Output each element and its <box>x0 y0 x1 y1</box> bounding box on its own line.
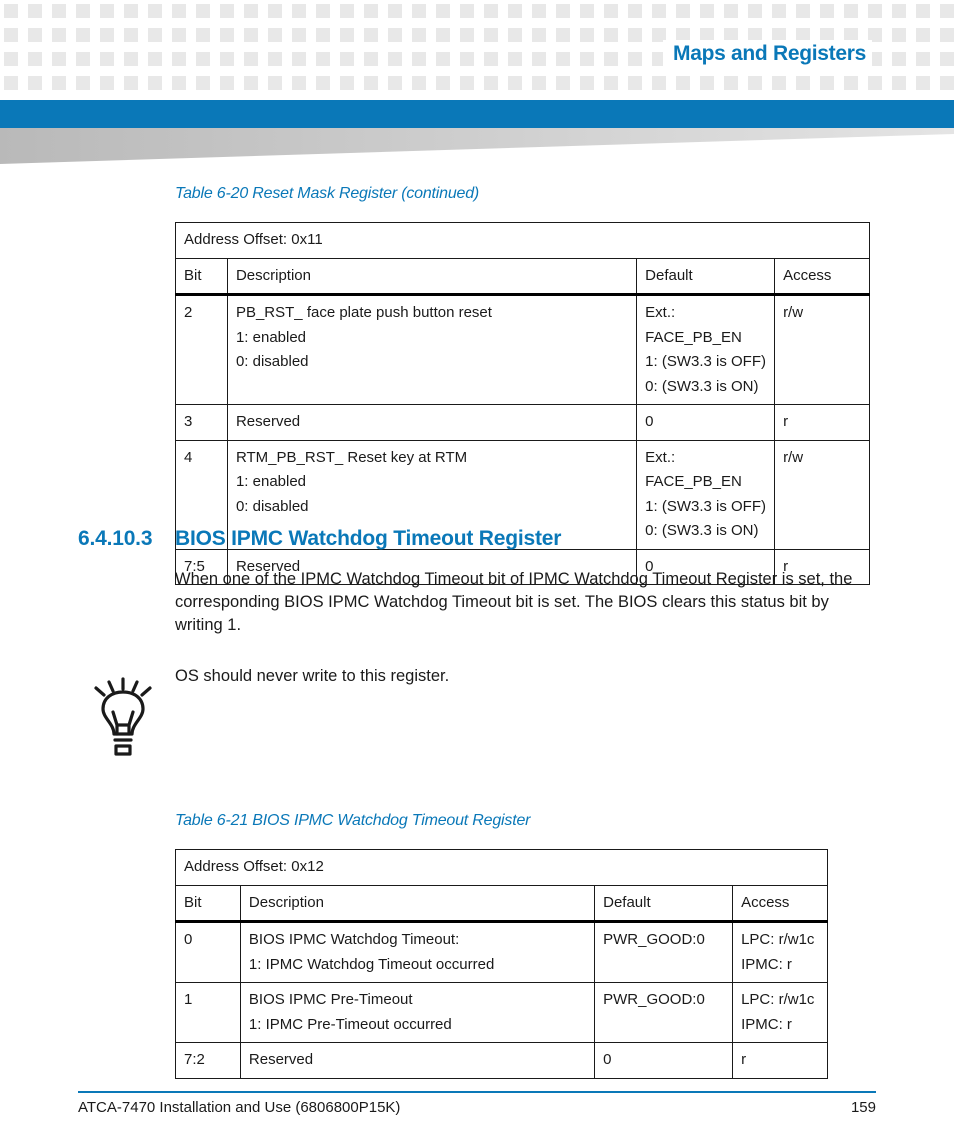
section-title: BIOS IPMC Watchdog Timeout Register <box>175 527 562 550</box>
pattern-square <box>196 4 210 18</box>
pattern-square <box>244 52 258 66</box>
pattern-square <box>436 76 450 90</box>
pattern-square <box>412 4 426 18</box>
pattern-square <box>484 52 498 66</box>
pattern-square <box>532 4 546 18</box>
cell-default <box>637 405 775 441</box>
pattern-square <box>604 52 618 66</box>
cell-line: LPC: r/w1c <box>741 931 815 948</box>
pattern-square <box>124 28 138 42</box>
cell-description <box>240 983 594 1043</box>
pattern-square <box>484 28 498 42</box>
pattern-square <box>388 4 402 18</box>
cell-line: Ext.: FACE_PB_EN <box>645 448 742 490</box>
cell-line: 1: IPMC Pre-Timeout occurred <box>248 1015 452 1033</box>
pattern-square <box>484 76 498 90</box>
table-row <box>176 405 870 441</box>
cell-line: 0 <box>603 1051 612 1068</box>
table2-address: Address Offset: 0x12 <box>176 850 828 886</box>
cell-line: 0 <box>645 557 654 575</box>
pattern-square <box>580 4 594 18</box>
cell-default <box>595 922 733 983</box>
pattern-square <box>148 28 162 42</box>
cell-line: RTM_PB_RST_ Reset key at RTM <box>235 448 468 466</box>
cell-default <box>595 983 733 1043</box>
pattern-square <box>4 52 18 66</box>
pattern-square <box>196 76 210 90</box>
lightbulb-icon <box>92 676 154 758</box>
table1-address: Address Offset: 0x11 <box>176 223 870 259</box>
pattern-square <box>268 52 282 66</box>
pattern-square <box>100 76 114 90</box>
table-row <box>176 1043 828 1079</box>
pattern-square <box>100 28 114 42</box>
cell-bit: 4 <box>176 440 228 549</box>
pattern-square <box>316 28 330 42</box>
pattern-square <box>364 76 378 90</box>
pattern-square <box>556 28 570 42</box>
pattern-square <box>124 4 138 18</box>
pattern-square <box>268 4 282 18</box>
pattern-square <box>628 52 642 66</box>
cell-line: 0: (SW3.3 is ON) <box>645 377 759 395</box>
cell-line: 1: enabled <box>235 328 307 346</box>
pattern-square <box>676 76 690 90</box>
cell-line: PB_RST_ face plate push button reset <box>235 304 492 321</box>
pattern-square <box>292 76 306 90</box>
pattern-square <box>340 4 354 18</box>
pattern-square <box>220 52 234 66</box>
cell-line: Ext.: FACE_PB_EN <box>645 304 742 346</box>
cell-line: 0: disabled <box>235 497 309 515</box>
pattern-square <box>916 4 930 18</box>
pattern-square <box>340 76 354 90</box>
pattern-square <box>700 76 714 90</box>
pattern-square <box>772 4 786 18</box>
pattern-square <box>748 76 762 90</box>
pattern-square <box>844 76 858 90</box>
pattern-square <box>508 28 522 42</box>
pattern-square <box>772 76 786 90</box>
pattern-square <box>436 4 450 18</box>
cell-line: 1: IPMC Watchdog Timeout occurred <box>248 955 495 973</box>
cell-line: IPMC: r <box>741 955 792 973</box>
pattern-square <box>244 4 258 18</box>
pattern-square <box>508 4 522 18</box>
pattern-square <box>124 52 138 66</box>
pattern-square <box>364 4 378 18</box>
col-access: Access <box>775 258 870 295</box>
cell-access <box>775 405 870 441</box>
page-number: 159 <box>850 1099 876 1116</box>
cell-line: 1: (SW3.3 is OFF) <box>645 353 766 370</box>
pattern-square <box>196 28 210 42</box>
pattern-square <box>820 76 834 90</box>
pattern-square <box>196 52 210 66</box>
pattern-square <box>76 76 90 90</box>
pattern-square <box>916 28 930 42</box>
cell-description <box>240 922 594 983</box>
cell-line: BIOS IPMC Watchdog Timeout: <box>248 931 460 948</box>
cell-line: r <box>783 557 789 575</box>
pattern-square <box>76 52 90 66</box>
pattern-square <box>724 4 738 18</box>
pattern-square <box>868 76 882 90</box>
pattern-square <box>4 28 18 42</box>
pattern-square <box>148 4 162 18</box>
pattern-square <box>436 52 450 66</box>
pattern-square <box>460 52 474 66</box>
pattern-square <box>100 52 114 66</box>
pattern-square <box>340 28 354 42</box>
cell-access <box>733 922 828 983</box>
col-description: Description <box>240 885 594 922</box>
pattern-square <box>940 28 954 42</box>
note-text: OS should never write to this register. <box>175 667 450 685</box>
pattern-square <box>412 52 426 66</box>
pattern-square <box>700 4 714 18</box>
cell-line: PWR_GOOD:0 <box>603 931 705 948</box>
cell-bit: 1 <box>176 983 241 1043</box>
header-band <box>0 100 954 128</box>
table1-caption: Table 6-20 Reset Mask Register (continued) <box>175 185 480 202</box>
pattern-square <box>916 76 930 90</box>
cell-description <box>227 405 636 441</box>
pattern-square <box>172 4 186 18</box>
pattern-square <box>628 76 642 90</box>
col-bit: Bit <box>176 258 228 295</box>
cell-default <box>637 295 775 405</box>
pattern-square <box>604 76 618 90</box>
table-row <box>176 922 828 983</box>
cell-line: Reserved <box>235 557 301 575</box>
pattern-square <box>52 76 66 90</box>
col-access: Access <box>733 885 828 922</box>
cell-access <box>733 983 828 1043</box>
section-paragraph: When one of the IPMC Watchdog Timeout bit of IPMC Watchdog Timeout Register is set, the corresponding BIOS IPMC Watchdog Timeout bit is set. The BIOS clears this status bit by writing 1. <box>175 570 853 634</box>
cell-line: r <box>741 1051 747 1068</box>
cell-line: Reserved <box>248 1051 314 1068</box>
cell-line: PWR_GOOD:0 <box>603 991 705 1008</box>
pattern-square <box>4 4 18 18</box>
cell-line: LPC: r/w1c <box>741 991 815 1008</box>
col-default: Default <box>595 885 733 922</box>
pattern-square <box>388 76 402 90</box>
table1-header-row <box>176 258 870 295</box>
pattern-square <box>892 4 906 18</box>
pattern-square <box>268 76 282 90</box>
pattern-square <box>388 28 402 42</box>
pattern-square <box>244 76 258 90</box>
pattern-square <box>580 28 594 42</box>
cell-access <box>733 1043 828 1079</box>
section-heading <box>78 527 561 551</box>
pattern-square <box>748 4 762 18</box>
pattern-square <box>460 28 474 42</box>
cell-line: 1: (SW3.3 is OFF) <box>645 497 766 515</box>
cell-line: r/w <box>783 304 804 321</box>
cell-line: IPMC: r <box>741 1015 792 1033</box>
cell-line: 0: (SW3.3 is ON) <box>645 522 759 539</box>
pattern-square <box>844 4 858 18</box>
pattern-square <box>940 76 954 90</box>
pattern-square <box>220 76 234 90</box>
table-row <box>176 295 870 405</box>
col-default: Default <box>637 258 775 295</box>
pattern-square <box>364 28 378 42</box>
cell-line: 1: enabled <box>235 473 307 490</box>
pattern-square <box>916 52 930 66</box>
pattern-square <box>604 28 618 42</box>
table2-caption: Table 6-21 BIOS IPMC Watchdog Timeout Register <box>175 812 531 829</box>
col-description: Description <box>227 258 636 295</box>
pattern-square <box>220 4 234 18</box>
pattern-square <box>868 4 882 18</box>
cell-line: BIOS IPMC Pre-Timeout <box>248 991 413 1008</box>
footer-document-title: ATCA-7470 Installation and Use (6806800P15K) <box>78 1099 401 1116</box>
pattern-square <box>148 52 162 66</box>
pattern-square <box>316 52 330 66</box>
pattern-square <box>460 4 474 18</box>
pattern-square <box>892 52 906 66</box>
pattern-square <box>244 28 258 42</box>
cell-default <box>637 440 775 549</box>
pattern-square <box>220 28 234 42</box>
cell-bit: 7:2 <box>176 1043 241 1079</box>
pattern-square <box>28 52 42 66</box>
pattern-square <box>172 76 186 90</box>
pattern-square <box>892 76 906 90</box>
pattern-square <box>532 28 546 42</box>
cell-line: 0: disabled <box>235 353 309 370</box>
pattern-square <box>652 76 666 90</box>
pattern-square <box>52 28 66 42</box>
pattern-square <box>388 52 402 66</box>
cell-default <box>595 1043 733 1079</box>
pattern-square <box>52 4 66 18</box>
header-wedge <box>0 128 954 164</box>
pattern-square <box>676 4 690 18</box>
cell-access <box>775 440 870 549</box>
pattern-square <box>820 4 834 18</box>
pattern-square <box>28 76 42 90</box>
running-header-title: Maps and Registers <box>663 40 872 68</box>
pattern-square <box>412 28 426 42</box>
table2-header-row <box>176 885 828 922</box>
pattern-square <box>556 52 570 66</box>
pattern-square <box>268 28 282 42</box>
pattern-square <box>940 4 954 18</box>
section-number: 6.4.10.3 <box>78 527 153 550</box>
pattern-square <box>484 4 498 18</box>
pattern-square <box>724 76 738 90</box>
pattern-square <box>628 4 642 18</box>
cell-bit: 7:5 <box>176 549 228 585</box>
pattern-square <box>580 52 594 66</box>
pattern-square <box>460 76 474 90</box>
pattern-square <box>556 4 570 18</box>
cell-description <box>227 295 636 405</box>
pattern-square <box>52 52 66 66</box>
pattern-square <box>532 52 546 66</box>
pattern-square <box>124 76 138 90</box>
pattern-square <box>316 76 330 90</box>
pattern-square <box>28 28 42 42</box>
pattern-square <box>364 52 378 66</box>
pattern-square <box>76 28 90 42</box>
pattern-square <box>172 52 186 66</box>
bios-ipmc-watchdog-table <box>175 849 828 1079</box>
pattern-square <box>508 52 522 66</box>
pattern-square <box>172 28 186 42</box>
pattern-square <box>148 76 162 90</box>
pattern-square <box>4 76 18 90</box>
pattern-square <box>604 4 618 18</box>
cell-line: r/w <box>783 448 804 466</box>
cell-line: 0 <box>645 413 654 430</box>
pattern-square <box>292 4 306 18</box>
pattern-square <box>796 76 810 90</box>
pattern-square <box>100 4 114 18</box>
pattern-square <box>436 28 450 42</box>
footer-rule <box>78 1091 876 1093</box>
pattern-square <box>28 4 42 18</box>
pattern-square <box>292 28 306 42</box>
pattern-square <box>340 52 354 66</box>
pattern-square <box>580 76 594 90</box>
table-row <box>176 983 828 1043</box>
pattern-square <box>316 4 330 18</box>
cell-line: Reserved <box>235 413 301 430</box>
cell-access <box>775 295 870 405</box>
pattern-square <box>796 4 810 18</box>
pattern-square <box>628 28 642 42</box>
cell-bit: 0 <box>176 922 241 983</box>
pattern-square <box>292 52 306 66</box>
cell-bit: 2 <box>176 295 228 405</box>
col-bit: Bit <box>176 885 241 922</box>
pattern-square <box>412 76 426 90</box>
pattern-square <box>652 4 666 18</box>
cell-description <box>240 1043 594 1079</box>
pattern-square <box>532 76 546 90</box>
cell-line: r <box>783 413 789 430</box>
pattern-square <box>76 4 90 18</box>
pattern-square <box>508 76 522 90</box>
pattern-square <box>940 52 954 66</box>
pattern-square <box>556 76 570 90</box>
cell-bit: 3 <box>176 405 228 441</box>
pattern-square <box>892 28 906 42</box>
